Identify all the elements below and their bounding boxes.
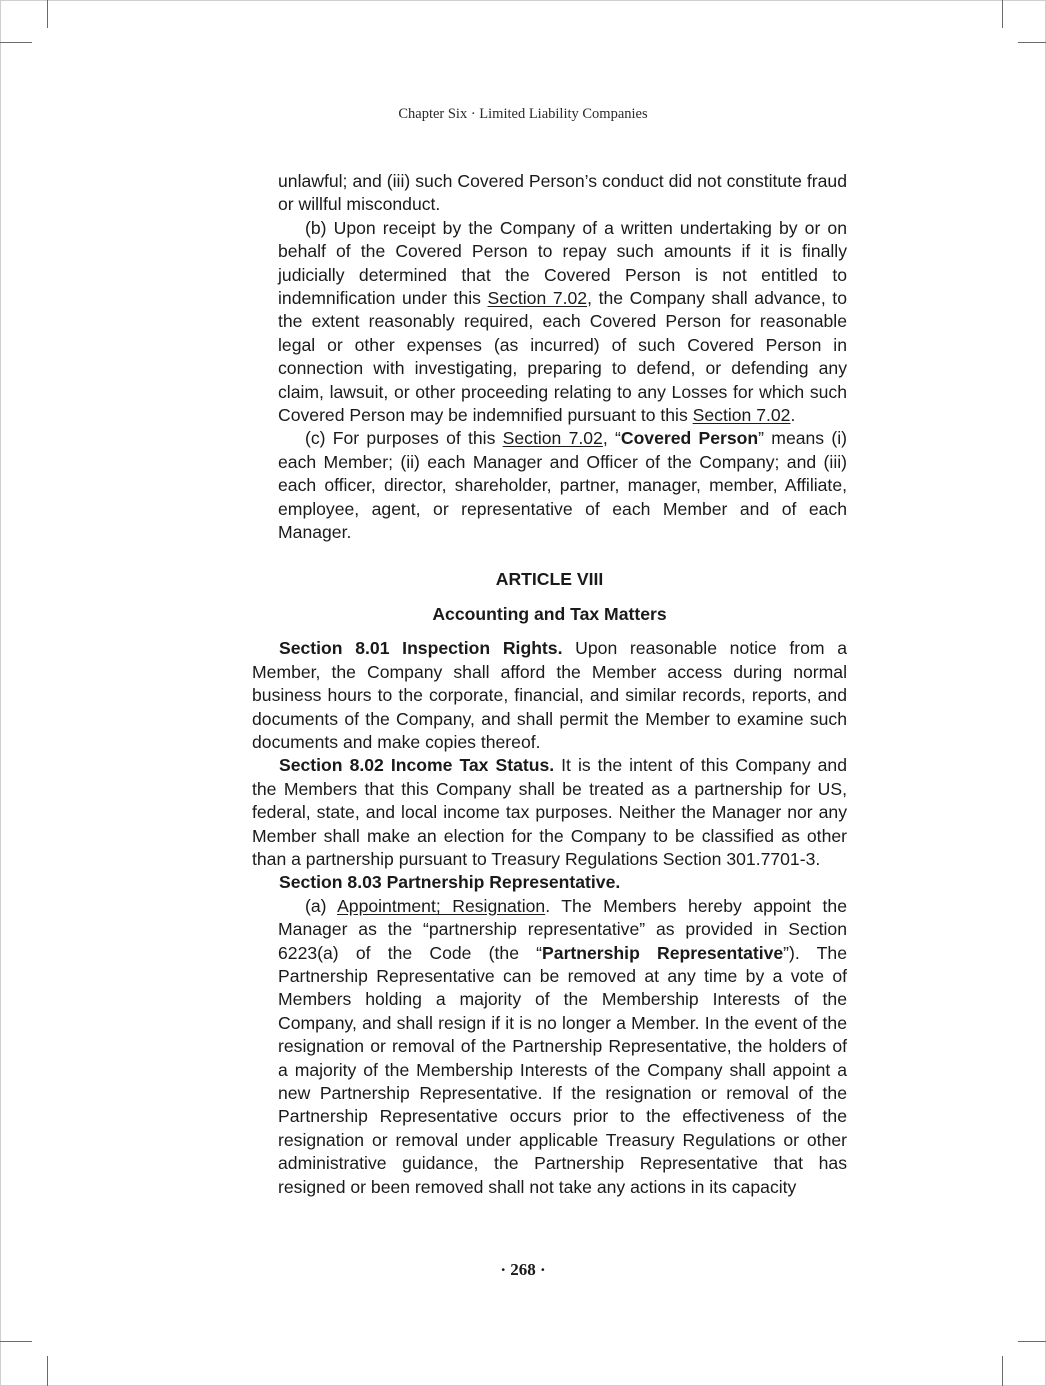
crop-mark	[1018, 1341, 1046, 1342]
section-reference-link: Section 7.02	[692, 405, 791, 426]
paragraph-text: ”). The Partnership Representative can be removed at any time by a vote of Members holding a majority of the Membership Interests of the Company, and shall resign if it is no longer a Member. In the event of the resignation or removal of the Partnership Representative, the holders of a majority of the Membership Interests of the Company shall appoint a new Partnership Representative. If the resignation or removal of the Partnership Representative occurs prior to the effectiveness of the resignation or removal under applicable Treasury Regulations or other administrative guidance, the Partnership Representative that has resigned or been removed shall not take any actions in its capacity	[278, 942, 847, 1197]
page-body	[252, 170, 847, 1199]
article-title: Accounting and Tax Matters	[432, 603, 667, 624]
section-text: It is the intent of this Company and the Members that this Company shall be treated as a partnership for US, federal, state, and local income tax purposes. Neither the Manager nor any Member shall make an election for the Company to be classified as other than a partnership pursuant to Treasury Regulations Section 301.7701-3.	[252, 755, 847, 869]
defined-term: Partnership Representative	[542, 942, 784, 963]
section-reference-link: Section 7.02	[487, 288, 588, 309]
paragraph-8-03-a	[252, 895, 847, 1199]
section-heading: Section 8.02 Income Tax Status.	[279, 755, 555, 776]
paragraph-b-text: .	[790, 405, 796, 426]
crop-mark	[1018, 42, 1046, 43]
paragraph-text: . The Members hereby appoint the Manager as the “partnership representative” as provided in Section 6223(a) of the Code (the “	[278, 895, 848, 963]
section-8-02	[252, 754, 847, 871]
section-8-01	[252, 637, 847, 754]
article-number: ARTICLE VIII	[495, 568, 604, 589]
crop-mark	[0, 42, 32, 43]
crop-mark	[1002, 0, 1003, 28]
crop-mark	[1002, 1356, 1003, 1386]
continuation-paragraph	[252, 170, 847, 217]
paragraph-c-text: (c) For purposes of this	[305, 428, 503, 449]
paragraph-c	[252, 427, 847, 544]
paragraph-c-text: , “	[602, 428, 621, 449]
continuation-text: unlawful; and (iii) such Covered Person’s conduct did not constitute fraud or willful misconduct.	[278, 171, 847, 215]
crop-mark	[0, 1341, 32, 1342]
subheading: Appointment; Resignation	[337, 895, 546, 916]
section-heading: Section 8.01 Inspection Rights.	[279, 638, 563, 659]
defined-term: Covered Person	[620, 428, 759, 449]
section-8-03	[252, 871, 847, 894]
section-reference-link: Section 7.02	[502, 428, 603, 449]
crop-mark	[47, 0, 48, 28]
section-heading: Section 8.03 Partnership Representative.	[279, 872, 621, 893]
paragraph-b-text: , the Company shall advance, to the extent reasonably required, each Covered Person for reasonable legal or other expenses (as incurred) of such Covered Person in connection with investigating, preparing to defend, or defending any claim, lawsuit, or other proceeding relating to any Losses for which such Covered Person may be indemnified pursuant to this	[278, 288, 847, 426]
paragraph-b	[252, 217, 847, 428]
running-head: Chapter Six · Limited Liability Companies	[398, 106, 648, 122]
section-text: Upon reasonable notice from a Member, the Company shall afford the Member access during normal business hours to the corporate, financial, and similar records, reports, and documents of the Company, and shall permit the Member to examine such documents and make copies thereof.	[252, 638, 847, 752]
crop-mark	[47, 1356, 48, 1386]
paragraph-b-text: (b) Upon receipt by the Company of a written undertaking by or on behalf of the Covered Person to repay such amounts if it is finally judicially determined that the Covered Person is not entitled to indemnification under this	[278, 217, 847, 309]
paragraph-c-text: ” means (i) each Member; (ii) each Manager and Officer of the Company; and (iii) each officer, director, shareholder, partner, manager, member, Affiliate, employee, agent, or representative of each Member and of each Manager.	[278, 428, 847, 543]
page-number: · 268 ·	[500, 1260, 546, 1279]
paragraph-label: (a)	[305, 895, 338, 916]
